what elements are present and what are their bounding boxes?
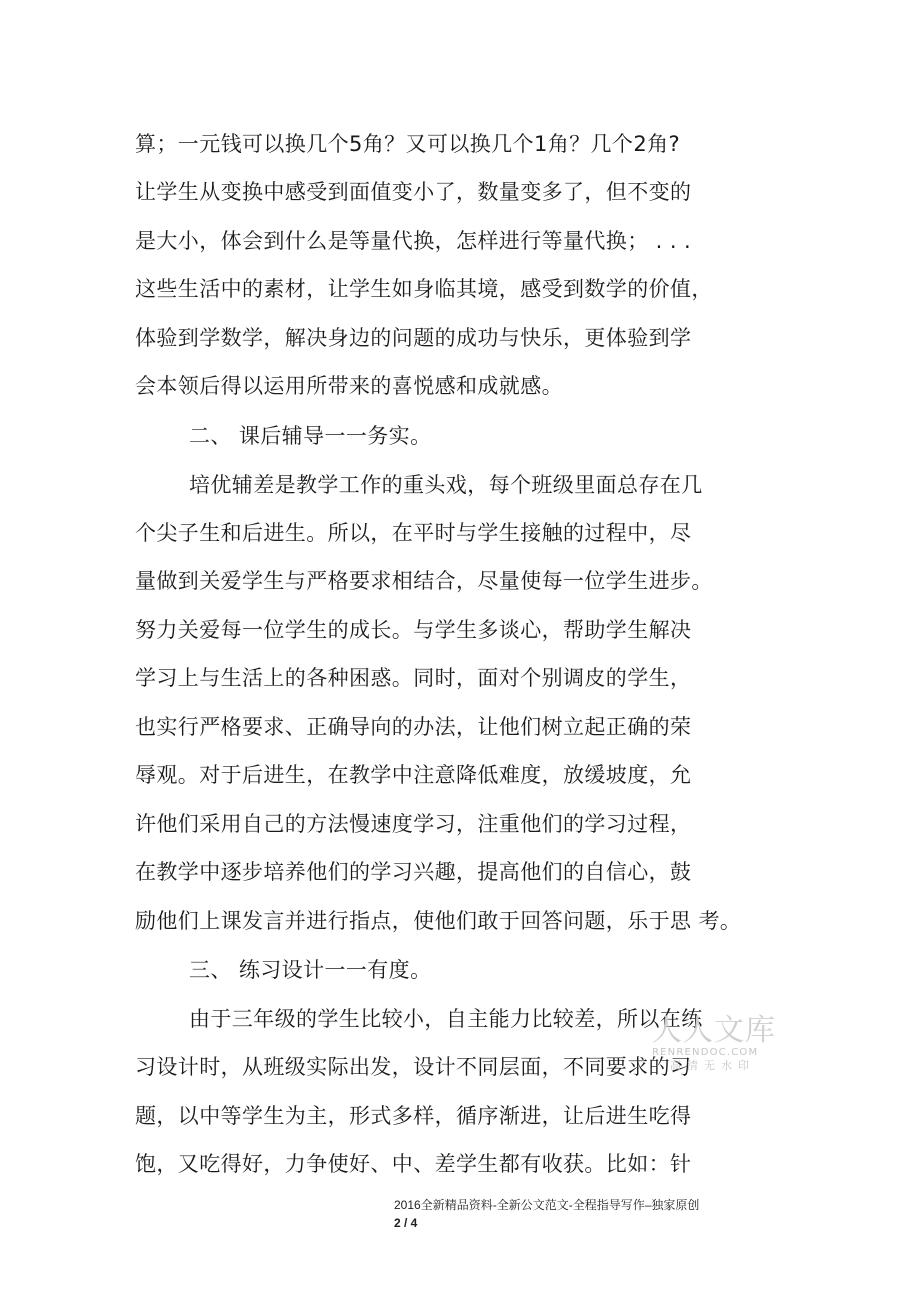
body-line-19: 由于三年级的学生比较小，自主能力比较差，所以在练 [189, 1007, 703, 1031]
body-line-22: 饱，又吃得好，力争使好、中、差学生都有收获。比如：针 [135, 1152, 692, 1176]
body-line-14: 辱观。对于后进生，在教学中注意降低难度，放缓坡度，允 [135, 763, 692, 787]
body-line-1: 算；一元钱可以换几个5角？又可以换几个1角？几个2角? [135, 132, 681, 156]
body-line-13: 也实行严格要求、正确导向的办法，让他们树立起正确的荣 [135, 715, 692, 739]
body-line-21: 题，以中等学生为主，形式多样，循序渐进，让后进生吃得 [135, 1104, 692, 1128]
section-heading-2: 二、 课后辅导一一务实。 [189, 424, 432, 448]
watermark-url: RENRENDOC.COM [652, 1047, 759, 1058]
body-line-12: 学习上与生活上的各种困惑。同时，面对个别调皮的学生， [135, 666, 692, 690]
section-heading-3: 三、 练习设计一一有度。 [189, 958, 432, 982]
body-line-3: 是大小，体会到什么是等量代换，怎样进行等量代换； . . . [135, 229, 692, 253]
body-line-6: 会本领后得以运用所带来的喜悦感和成就感。 [135, 374, 563, 398]
watermark-logo [652, 1015, 777, 1073]
body-line-9: 个尖子生和后进生。所以，在平时与学生接触的过程中，尽 [135, 521, 692, 545]
page-number: 2 / 4 [394, 1216, 418, 1230]
watermark-title: 人人文库 [652, 1013, 776, 1048]
body-line-17: 励他们上课发言并进行指点，使他们敢于回答问题，乐于思 考。 [135, 909, 742, 933]
footer-text: 2016全新精品资料-全新公文范文-全程指导写作–独家原创 [394, 1198, 700, 1212]
body-line-8: 培优辅差是教学工作的重头戏，每个班级里面总存在几 [189, 473, 703, 497]
body-line-16: 在教学中逐步培养他们的学习兴趣，提高他们的自信心，鼓 [135, 860, 692, 884]
body-line-10: 量做到关爱学生与严格要求相结合，尽量使每一位学生进步。 [135, 569, 713, 593]
body-line-2: 让学生从变换中感受到面值变小了，数量变多了，但不变的 [135, 180, 692, 204]
body-line-11: 努力关爱每一位学生的成长。与学生多谈心，帮助学生解决 [135, 618, 692, 642]
body-line-20: 习设计时，从班级实际出发，设计不同层面，不同要求的习 [135, 1055, 692, 1079]
body-line-5: 体验到学数学，解决身边的问题的成功与快乐，更体验到学 [135, 326, 692, 350]
body-line-4: 这些生活中的素材，让学生如身临其境，感受到数学的价值， [135, 277, 713, 301]
watermark-subtitle: 高清无水印 [670, 1059, 755, 1072]
body-line-15: 许他们采用自己的方法慢速度学习，注重他们的学习过程， [135, 812, 692, 836]
